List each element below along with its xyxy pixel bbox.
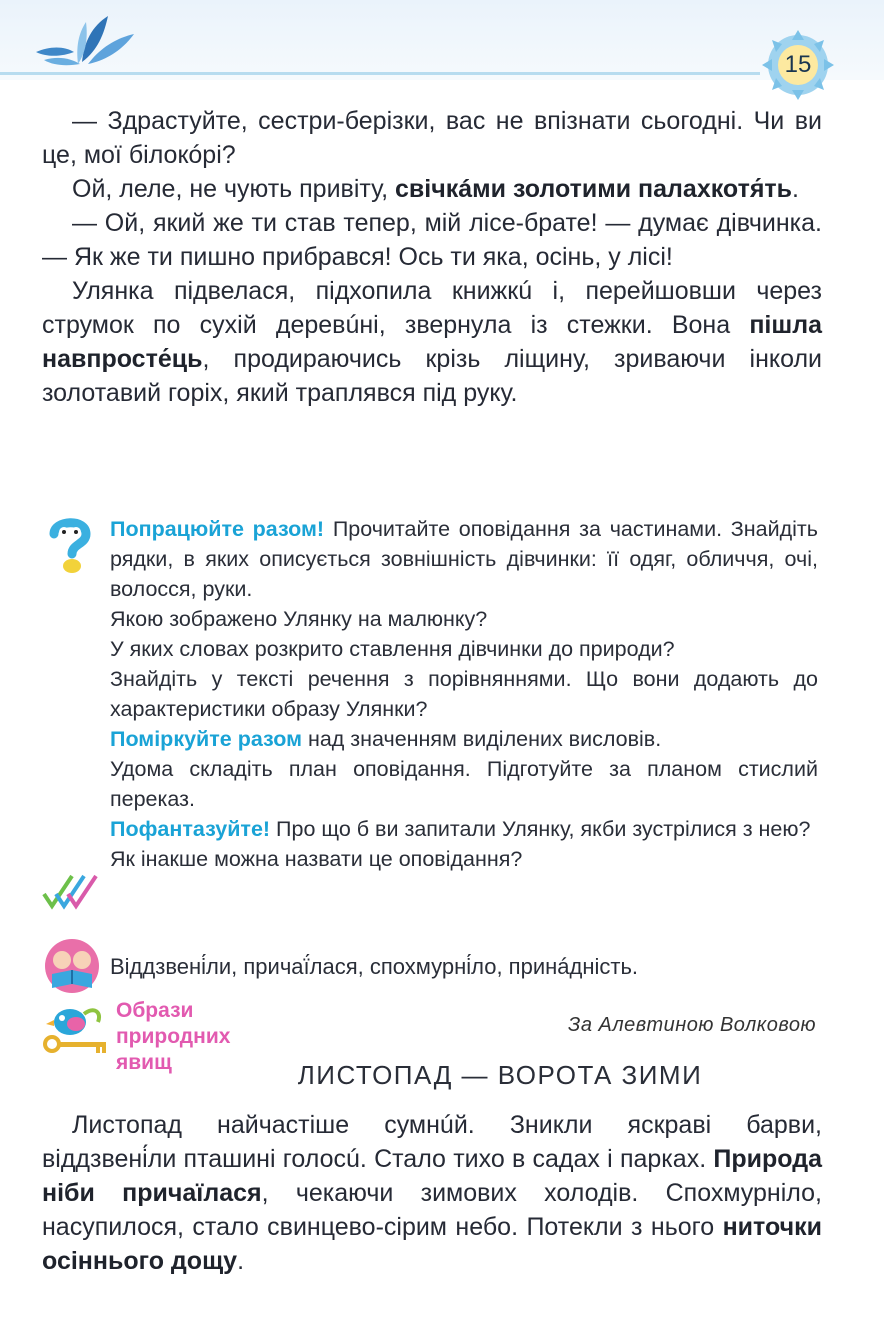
text-run: Про що б ви запитали Улянку, якби зустрілися з нею? bbox=[270, 817, 811, 841]
highlighted-phrase: пішла навпросте́ць bbox=[42, 311, 822, 373]
text-run: У яких словах розкрито ставлення дівчинки до природи? bbox=[110, 637, 675, 661]
header-line bbox=[0, 72, 760, 75]
task-paragraph bbox=[110, 664, 818, 724]
story-paragraph bbox=[42, 274, 822, 410]
text-run: , чекаючи зимових холодів. Спохмурніло, насупилося, стало свинцево-сірим небо. Потекли з нього bbox=[42, 1179, 822, 1241]
story-paragraph bbox=[42, 172, 822, 206]
text-run: — Здрастуйте, сестри-берізки, вас не впізнати сьогодні. Чи ви це, мої білокóрі? bbox=[42, 107, 822, 169]
page-number-badge bbox=[752, 30, 844, 100]
page-number: 15 bbox=[784, 51, 812, 78]
leaf-logo-icon bbox=[30, 12, 140, 70]
text-run: над значенням виділених висловів. bbox=[301, 727, 662, 751]
text-run: Знайдіть у тексті речення з порівняннями. Що вони додають до характеристики образу Улянки? bbox=[110, 667, 818, 721]
tasks-block bbox=[110, 514, 818, 874]
text-run: Прочитайте оповідання за частинами. Знайдіть рядки, в яких описується зовнішність дівчинки: її одяг, обличчя, очі, волосся, руки. bbox=[110, 517, 818, 601]
story-paragraph bbox=[42, 206, 822, 274]
story-paragraph bbox=[42, 1108, 822, 1278]
text-run: Улянка підвелася, підхопила книжкú і, перейшовши через струмок по сухій деревúні, звернула із стежки. Вона bbox=[42, 277, 822, 339]
vocabulary-words: Віддзвені́ли, причаї́лася, спохмурні́ло, принáдність. bbox=[110, 954, 639, 979]
task-paragraph bbox=[110, 814, 818, 844]
story-paragraph bbox=[42, 104, 822, 172]
text-run: . bbox=[792, 175, 799, 203]
task-heading: Попрацюйте разом! bbox=[110, 517, 325, 541]
checkmarks-icon bbox=[42, 872, 102, 912]
story-title: ЛИСТОПАД — ВОРОТА ЗИМИ bbox=[297, 1060, 703, 1090]
bird-key-icon bbox=[40, 1000, 112, 1056]
task-paragraph bbox=[110, 724, 818, 754]
text-run: . bbox=[237, 1247, 245, 1275]
highlighted-phrase: свічкáми золотими палахкотя́ть bbox=[395, 175, 793, 203]
text-run: Листопад найчастіше сумнúй. Зникли яскраві барви, віддзвені́ли пташині голосú. Стало тихо в садах і парках. bbox=[42, 1111, 822, 1173]
task-paragraph bbox=[110, 514, 818, 604]
author-credit: За Алевтиною Волковою bbox=[568, 1014, 816, 1036]
text-run: Якою зображено Улянку на малюнку? bbox=[110, 607, 488, 631]
reading-children-icon bbox=[44, 938, 100, 994]
text-run: — Ой, який же ти став тепер, мій лісе-брате! — думає дівчинка. — Як же ти пишно прибрався! Ось ти яка, осінь, у лісі! bbox=[42, 209, 822, 271]
highlighted-phrase: Природа ніби причаїлася bbox=[42, 1145, 822, 1207]
highlighted-phrase: ниточки осіннього дощу bbox=[42, 1213, 822, 1275]
text-run: Удома складіть план оповідання. Підготуйте за планом стислий переказ. bbox=[110, 757, 818, 811]
text-run: , продираючись крізь ліщину, зриваючи інколи золотавий горіх, який траплявся під руку. bbox=[42, 345, 822, 407]
text-run: Як інакше можна назвати це оповідання? bbox=[110, 847, 523, 871]
task-heading: Пофантазуйте! bbox=[110, 817, 271, 841]
story-text-top bbox=[42, 104, 822, 410]
section-label: Образи природних явищ bbox=[116, 999, 231, 1074]
question-mark-icon bbox=[40, 512, 100, 576]
text-run: Ой, леле, не чують привіту, bbox=[72, 175, 396, 203]
task-heading: Поміркуйте разом bbox=[110, 727, 302, 751]
task-paragraph bbox=[110, 844, 818, 874]
task-paragraph bbox=[110, 604, 818, 634]
story-text-bottom bbox=[42, 1108, 822, 1278]
task-paragraph bbox=[110, 634, 818, 664]
task-paragraph bbox=[110, 754, 818, 814]
